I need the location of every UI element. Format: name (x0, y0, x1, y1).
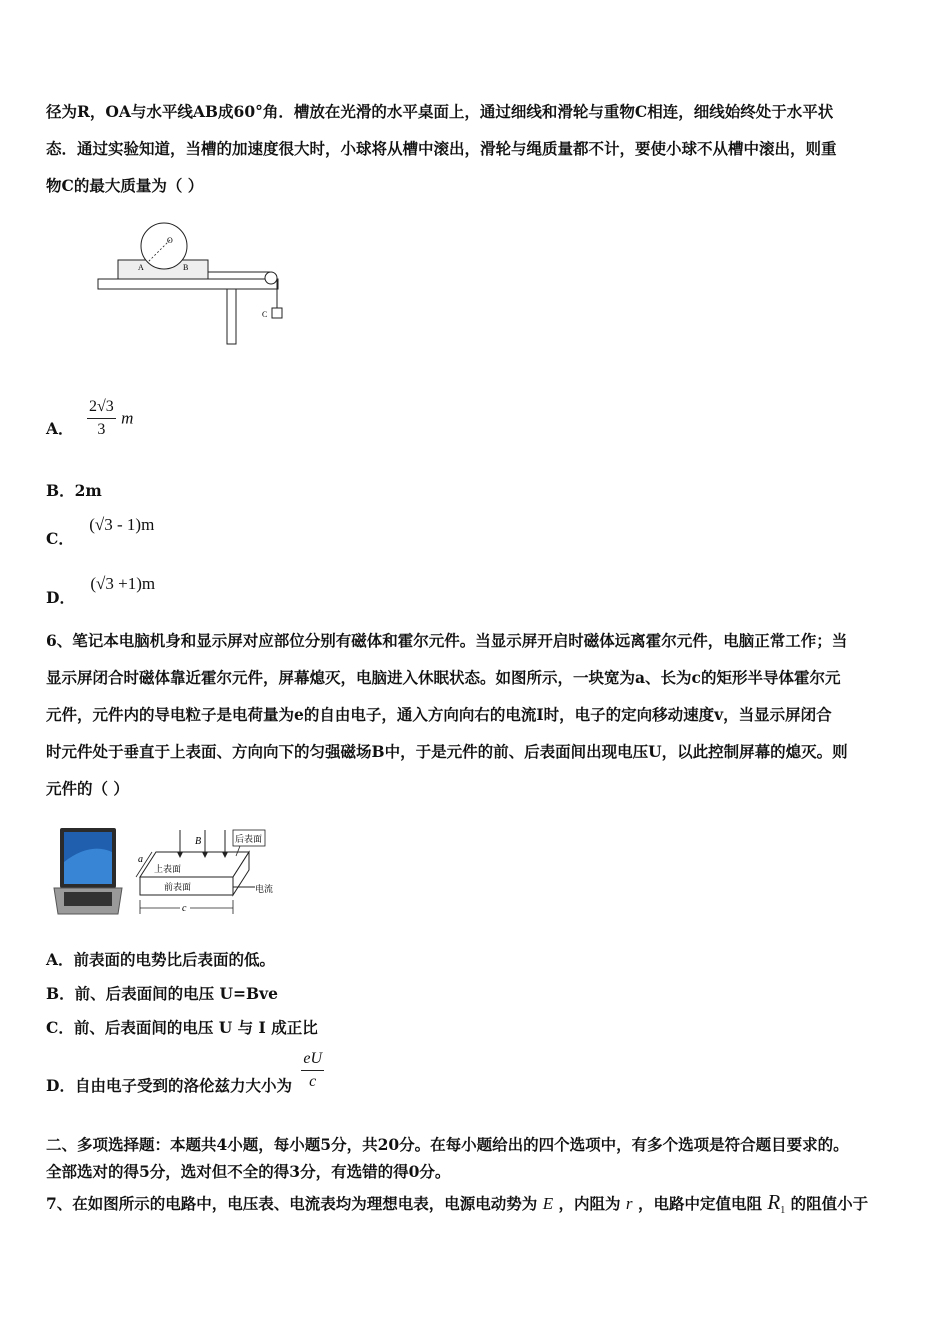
q6-fig-label-front: 前表面 (164, 883, 192, 893)
q5-option-b[interactable] (46, 479, 102, 501)
q5-option-d-text: (√3 +1)m (90, 574, 156, 593)
q6-fig-label-current: 电流 (255, 885, 274, 895)
q5-option-b-text: 2m (74, 481, 102, 500)
section-2-line-1: 二、多项选择题：本题共4小题，每小题5分，共20分。在每小题给出的四个选项中，有多个选项是符合题目要求的。 (46, 1135, 849, 1154)
q5-groove-pulley-figure (90, 212, 290, 352)
q5-line-1: 径为R，OA与水平线AB成60°角．槽放在光滑的水平桌面上，通过细线和滑轮与重物C相连，细线始终处于水平状 (46, 102, 834, 121)
q6-option-d-fraction (301, 1050, 324, 1091)
q5-option-a[interactable] (46, 398, 133, 439)
q7-emf-symbol: E (542, 1194, 554, 1213)
q6-stem (46, 622, 908, 807)
q7-text-c: ，电路中定值电阻 (637, 1194, 762, 1213)
q6-option-d-text: D．自由电子受到的洛伦兹力大小为 (46, 1076, 292, 1095)
q6-option-a[interactable]: A．前表面的电势比后表面的低。 (46, 950, 276, 969)
section-2-line-2: 全部选对的得5分，选对但不全的得3分，有选错的得0分。 (46, 1162, 451, 1181)
q5-option-a-unit: m (121, 408, 134, 428)
q6-fig-label-top: 上表面 (154, 865, 182, 875)
q6-line-5: 元件的（ ） (46, 779, 129, 798)
q6-option-d-numerator: eU (301, 1050, 324, 1071)
q6-line-4: 时元件处于垂直于上表面、方向向下的匀强磁场B中，于是元件的前、后表面间出现电压U，以此控制屏幕的熄灭。则 (46, 742, 848, 761)
q7-internal-resistance-symbol: r (625, 1194, 633, 1213)
q7-resistor-symbol: R (767, 1190, 781, 1214)
q5-option-c-text: (√3 - 1)m (89, 515, 155, 534)
q5-fig-label-a: A (138, 263, 144, 272)
section-2-heading (46, 1131, 908, 1185)
q5-option-a-numerator: 2√3 (87, 398, 116, 419)
laptop-icon (54, 828, 122, 914)
q6-option-b[interactable]: B．前、后表面间的电压 U=Bve (46, 984, 278, 1003)
q5-line-3: 物C的最大质量为（ ） (46, 176, 204, 195)
q5-option-a-fraction (87, 398, 116, 439)
q5-option-d-label: D． (46, 588, 75, 607)
q6-option-d-denominator: c (309, 1073, 317, 1090)
q5-option-d[interactable] (46, 574, 155, 608)
q6-hall-element-figure (50, 822, 290, 922)
q6-fig-label-c: c (182, 903, 187, 914)
q5-fig-label-c: C (262, 310, 268, 319)
q6-line-3: 元件，元件内的导电粒子是电荷量为e的自由电子，通入方向向右的电流I时，电子的定向移动速度v，当显示屏闭合 (46, 705, 832, 724)
q6-fig-label-a: a (138, 854, 143, 865)
q7-text-d: 的阻值小于 (790, 1194, 869, 1213)
q6-option-c[interactable]: C．前、后表面间的电压 U 与 I 成正比 (46, 1018, 318, 1037)
q5-option-c[interactable] (46, 515, 154, 549)
q6-line-1: 6、笔记本电脑机身和显示屏对应部位分别有磁体和霍尔元件。当显示屏开启时磁体远离霍尔元件，电脑正常工作；当 (46, 631, 848, 650)
q5-option-c-label: C． (46, 529, 74, 548)
q6-fig-label-back: 后表面 (235, 835, 263, 845)
q5-option-a-denominator: 3 (97, 421, 106, 438)
q6-fig-label-b: B (195, 836, 202, 847)
q7-text-b: ，内阻为 (558, 1194, 621, 1213)
q5-option-b-label: B． (46, 481, 75, 500)
q6-line-2: 显示屏闭合时磁体靠近霍尔元件，屏幕熄灭，电脑进入休眠状态。如图所示，一块宽为a、长为c的矩形半导体霍尔元 (46, 668, 841, 687)
q5-fig-label-b: B (183, 263, 189, 272)
q5-fig-label-o: O (167, 236, 173, 245)
q7-resistor-subscript: 1 (780, 1205, 786, 1217)
q5-stem (46, 93, 908, 204)
q7-stem (46, 1190, 868, 1216)
q7-text-a: 7、在如图所示的电路中，电压表、电流表均为理想电表，电源电动势为 (46, 1194, 538, 1213)
q5-line-2: 态．通过实验知道，当槽的加速度很大时，小球将从槽中滚出，滑轮与绳质量都不计，要使小球不从槽中滚出，则重 (46, 139, 837, 158)
q5-option-a-label: A． (46, 418, 74, 438)
q6-option-d[interactable] (46, 1050, 324, 1096)
